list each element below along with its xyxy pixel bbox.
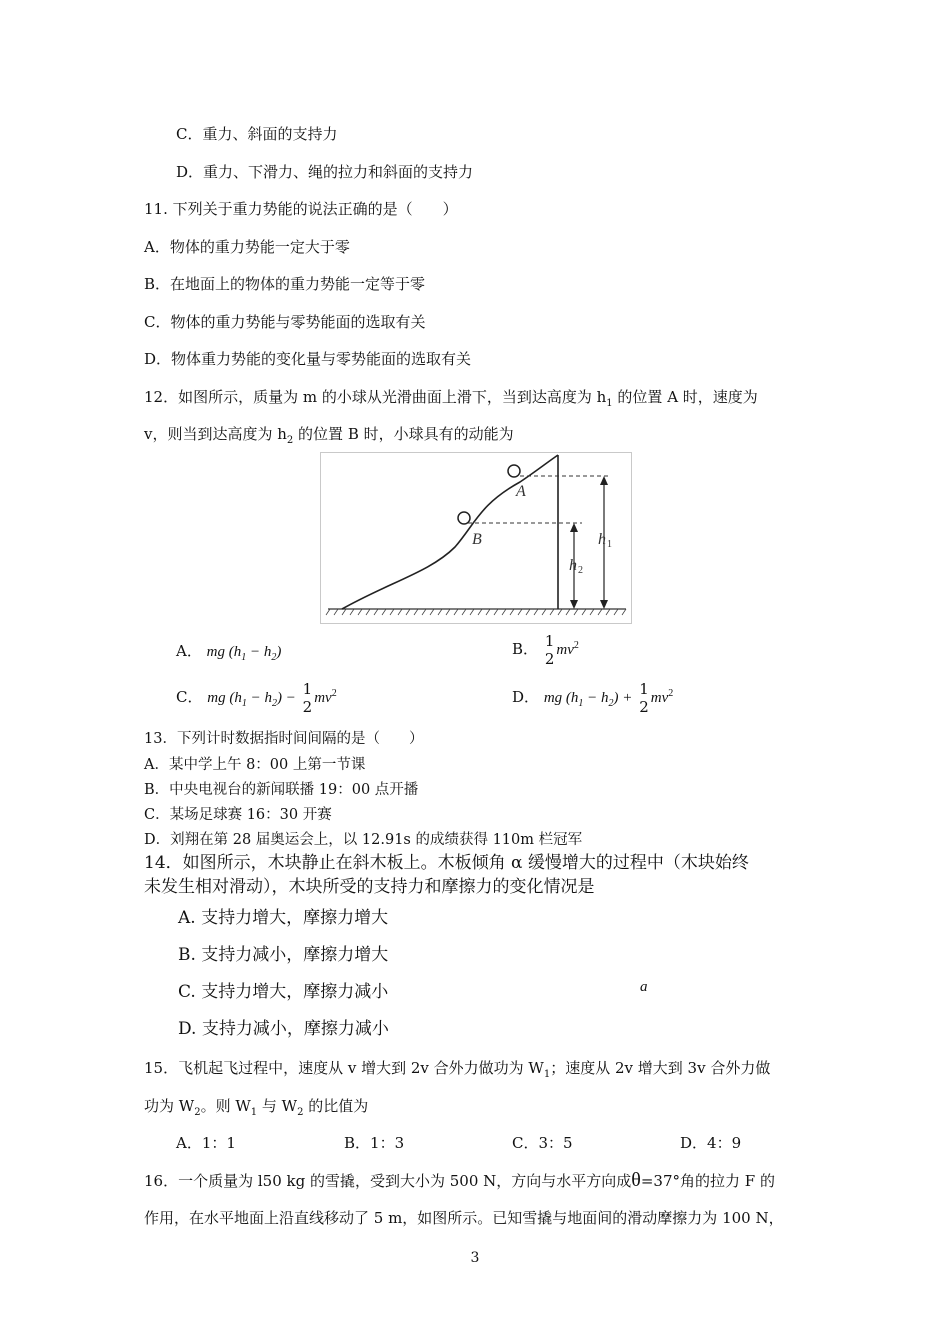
q15-option-d: D．4：9 (680, 1134, 742, 1152)
q14-stem-line1: 14．如图所示，木块静止在斜木板上。木板倾角 α 缓慢增大的过程中（木块始终 (144, 853, 749, 873)
ball-a (508, 465, 520, 477)
q13-option-c: C．某场足球赛 16：30 开赛 (144, 807, 332, 823)
q15-option-c: C．3：5 (512, 1134, 573, 1152)
q11-option-c: C．物体的重力势能与零势能面的选取有关 (144, 313, 426, 331)
q14-stem-line2: 未发生相对滑动），木块所受的支持力和摩擦力的变化情况是 (144, 877, 595, 897)
q12-stem-line1: 12．如图所示，质量为 m 的小球从光滑曲面上滑下，当到达高度为 $h_1$ 的位置 A 时，速度为 (144, 388, 758, 409)
label-b: B (472, 531, 482, 548)
q11-option-d: D．物体重力势能的变化量与零势能面的选取有关 (144, 350, 472, 368)
q13-option-a: A．某中学上午 8：00 上第一节课 (144, 757, 366, 773)
q13-stem: 13．下列计时数据指时间间隔的是（ ） (144, 731, 424, 747)
q14-option-a: A. 支持力增大，摩擦力增大 (178, 908, 389, 928)
q11-stem: 11. 下列关于重力势能的说法正确的是（ ） (144, 200, 458, 218)
q16-stem-line2: 作用，在水平地面上沿直线移动了 5 m，如图所示。已知雪撬与地面间的滑动摩擦力为 100 N， (144, 1209, 784, 1227)
q14-angle-label: a (640, 979, 648, 995)
q13-option-b: B．中央电视台的新闻联播 19：00 点开播 (144, 782, 419, 798)
q12-stem-line2: v，则当到达高度为 $h_2$ 的位置 B 时，小球具有的动能为 (144, 425, 514, 446)
q11-option-b: B．在地面上的物体的重力势能一定等于零 (144, 275, 426, 293)
q15-option-a: A．1：1 (176, 1134, 236, 1152)
q10-option-d: D．重力、下滑力、绳的拉力和斜面的支持力 (176, 163, 474, 181)
q11-option-a: A．物体的重力势能一定大于零 (144, 238, 350, 256)
q12-option-a: A． mg $(h_1 - h_2)$ (176, 642, 282, 663)
q12-option-c: C． mg $(h_1 - h_2)$ − 1 2 $mv^2$ (176, 680, 337, 716)
q14-option-b: B. 支持力减小，摩擦力增大 (178, 945, 389, 965)
q13-option-d: D．刘翔在第 28 届奥运会上，以 12.91s 的成绩获得 110m 栏冠军 (144, 832, 583, 848)
q15-stem-line2: 功为 $W_2$。则 $W_1$ 与 $W_2$ 的比值为 (144, 1097, 369, 1118)
q14-option-d: D. 支持力减小，摩擦力减小 (178, 1019, 389, 1039)
ball-b (458, 512, 470, 524)
label-h2: h (569, 557, 577, 574)
q12-option-b: B． 1 2 $mv^2$ (512, 632, 579, 668)
curve-diagram (320, 452, 632, 624)
q14-option-c: C. 支持力增大，摩擦力减小 (178, 982, 389, 1002)
q12-curve-figure (320, 452, 632, 624)
label-h1: h (598, 531, 606, 548)
q16-stem-line1: 16．一个质量为 l50 kg 的雪撬，受到大小为 500 N，方向与水平方向成θ=37°角的拉力 F 的 (144, 1169, 775, 1191)
label-h2-sub: 2 (578, 565, 583, 576)
q12-option-d: D． mg $(h_1 - h_2)$ + 1 2 $mv^2$ (512, 680, 674, 716)
q10-option-c: C．重力、斜面的支持力 (176, 125, 338, 143)
page-number: 3 (470, 1250, 480, 1266)
label-h1-sub: 1 (607, 539, 612, 550)
q15-option-b: B．1：3 (344, 1134, 405, 1152)
label-a: A (516, 483, 526, 500)
q15-stem-line1: 15．飞机起飞过程中，速度从 v 增大到 2v 合外力做功为 $W_1$；速度从 2v 增大到 3v 合外力做 (144, 1059, 771, 1080)
